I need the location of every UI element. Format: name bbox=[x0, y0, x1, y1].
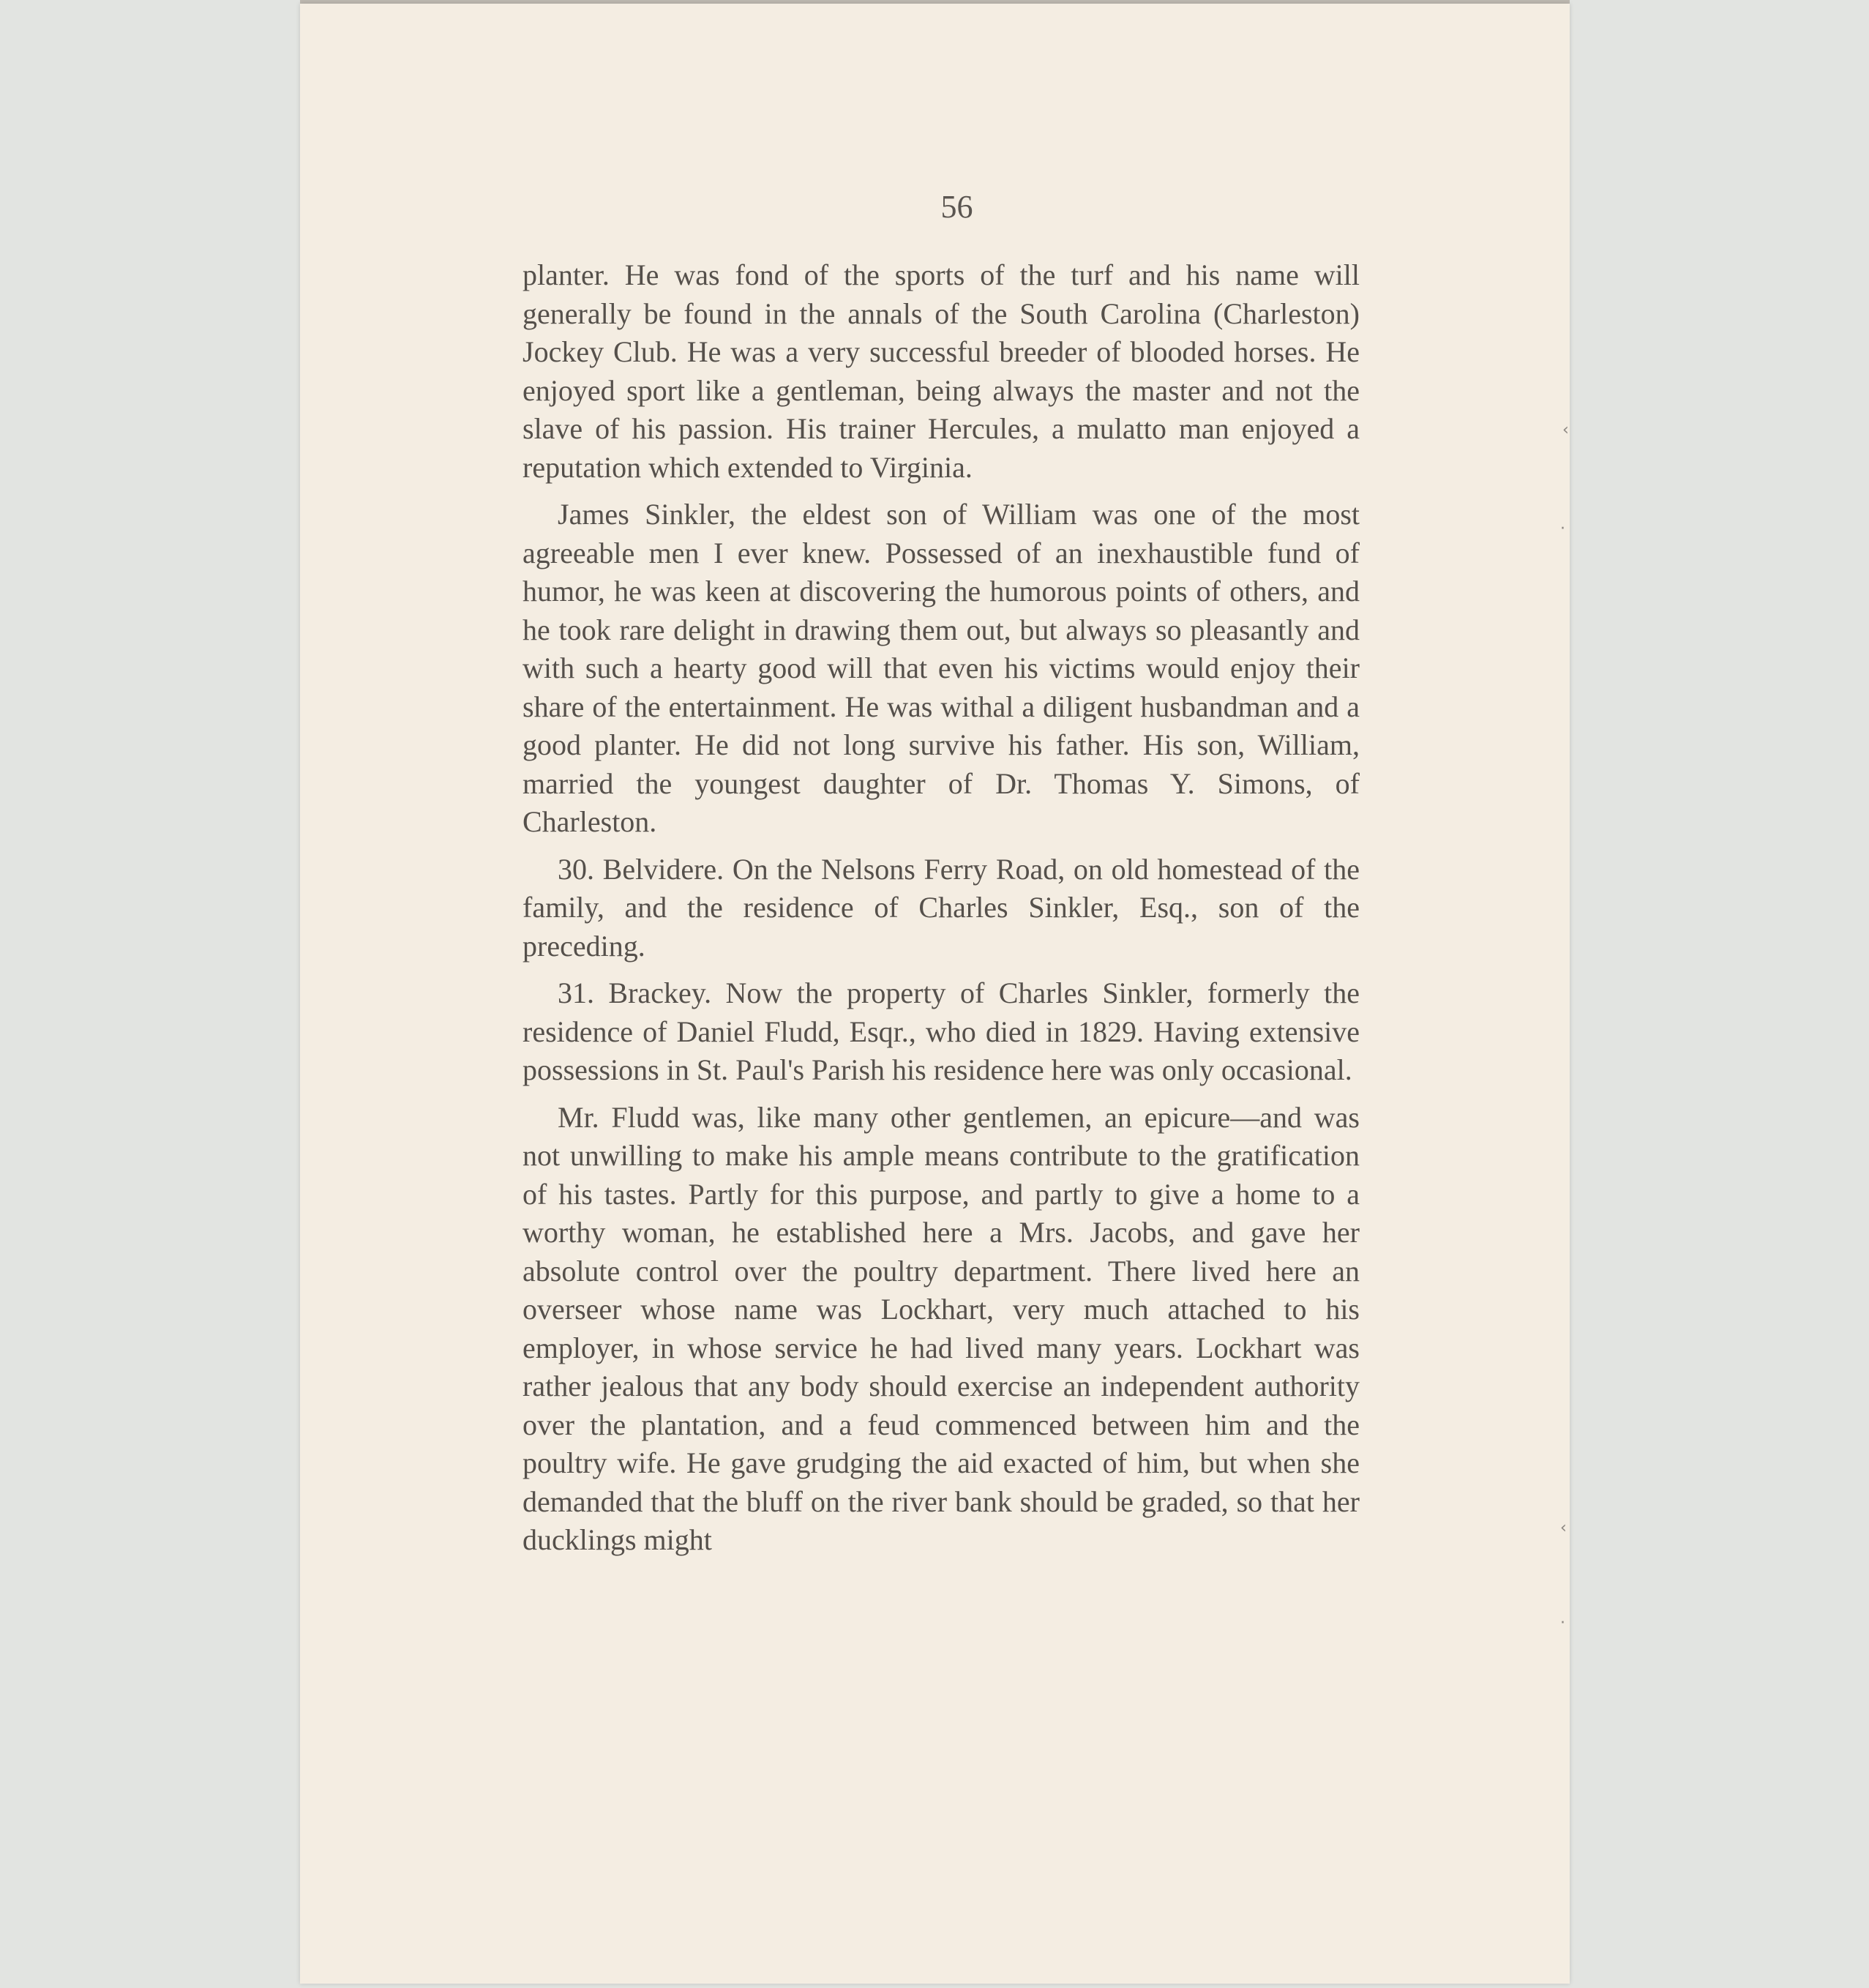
book-page bbox=[300, 4, 1570, 1984]
margin-speck-2: · bbox=[1560, 520, 1565, 538]
margin-speck-3: ‹ bbox=[1560, 1519, 1567, 1537]
margin-speck-4: · bbox=[1560, 1614, 1565, 1632]
margin-speck-1: ‹ bbox=[1562, 421, 1569, 439]
paragraph-james-sinkler: James Sinkler, the eldest son of William was one of the most agreeable men I ever knew. Possessed of an inexhaustible fund of humor, he was keen at discovering the humorous points of others, and he took rare delight in drawing them out, but always so pleasantly and with such a hearty good will that even his victims would enjoy their share of the entertainment. He was withal a diligent husbandman and a good planter. He did not long survive his father. His son, William, married the youngest daughter of Dr. Thomas Y. Simons, of Charleston. bbox=[523, 498, 1360, 838]
page-number: 56 bbox=[940, 189, 973, 225]
page-body bbox=[523, 256, 1360, 1569]
paragraph-planter: planter. He was fond of the sports of the turf and his name will generally be found in the annals of the South Carolina (Charleston) Jockey Club. He was a very successful breeder of blooded horses. He enjoyed sport like a gentleman, being always the master and not the slave of his passion. His trainer Hercules, a mulatto man enjoyed a reputation which extended to Virginia. bbox=[523, 258, 1360, 484]
paragraph-mr-fludd: Mr. Fludd was, like many other gentlemen, an epicure—and was not unwilling to make his ample means contribute to the gratification of his tastes. Partly for this purpose, and partly to give a home to a worthy woman, he established here a Mrs. Jacobs, and gave her absolute control over the poultry department. There lived here an overseer whose name was Lockhart, very much attached to his employer, in whose service he had lived many years. Lockhart was rather jealous that any body should exercise an independent authority over the plantation, and a feud commenced between him and the poultry wife. He gave grudging the aid exacted of him, but when she demanded that the bluff on the river bank should be graded, so that her ducklings might bbox=[523, 1100, 1360, 1556]
paragraph-belvidere: 30. Belvidere. On the Nelsons Ferry Road, on old homestead of the family, and the residence of Charles Sinkler, Esq., son of the preceding. bbox=[523, 852, 1360, 963]
paragraph-brackey: 31. Brackey. Now the property of Charles Sinkler, formerly the residence of Daniel Fludd, Esqr., who died in 1829. Having extensive possessions in St. Paul's Parish his residence here was only occasional. bbox=[523, 976, 1360, 1086]
